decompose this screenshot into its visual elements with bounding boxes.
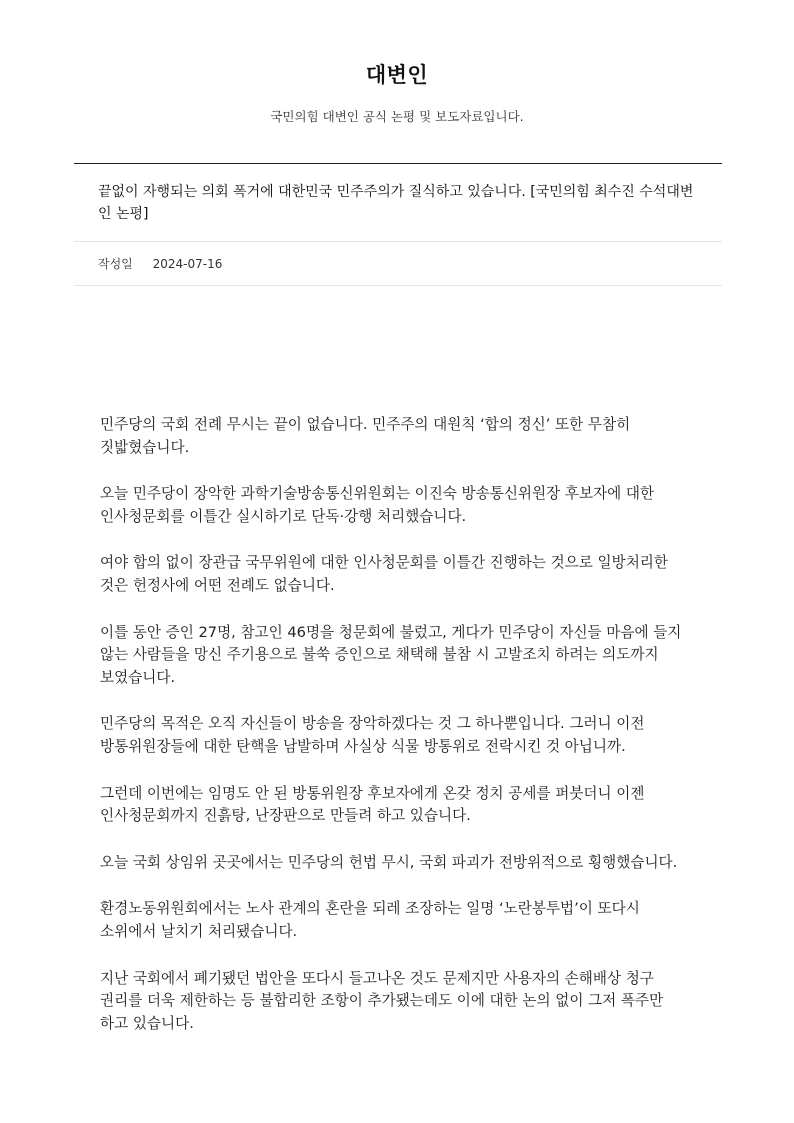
article-meta (74, 242, 722, 285)
site-title: 대변인 (365, 63, 429, 87)
site-header (0, 0, 794, 127)
body-paragraph: 그런데 이번에는 임명도 안 된 방통위원장 후보자에게 온갖 정치 공세를 퍼붓더니 이젠 인사청문회까지 진흙탕, 난장판으로 만들려 하고 있습니다. (100, 784, 645, 825)
body-paragraph: 지난 국회에서 폐기됐던 법안을 또다시 들고나온 것도 문제지만 사용자의 손해배상 청구 권리를 더욱 제한하는 등 불합리한 조항이 추가됐는데도 이에 대한 논의 없이 그저 폭주만 하고 있습니다. (100, 969, 664, 1032)
body-paragraph: 민주당의 목적은 오직 자신들이 방송을 장악하겠다는 것 그 하나뿐입니다. 그러니 이전 방통위원장들에 대한 탄핵을 남발하며 사실상 식물 방통위로 전락시킨 것 아닙니까. (100, 715, 645, 755)
date-value: 2024-07-16 (152, 257, 223, 271)
body-paragraph: 이틀 동안 증인 27명, 참고인 46명을 청문회에 불렀고, 게다가 민주당이 자신들 마음에 들지 않는 사람들을 망신 주기용으로 불쑥 증인으로 채택해 불참 시 고발조치 하려는 의도까지 보였습니다. (100, 623, 682, 686)
article-title: 끝없이 자행되는 의회 폭거에 대한민국 민주주의가 질식하고 있습니다. [국민의힘 최수진 수석대변인 논평] (98, 184, 694, 222)
body-paragraph: 오늘 국회 상임위 곳곳에서는 민주당의 헌법 무시, 국회 파괴가 전방위적으로 횡행했습니다. (100, 853, 678, 871)
body-paragraph: 여야 합의 없이 장관급 국무위원에 대한 인사청문회를 이틀간 진행하는 것으로 일방처리한 것은 헌정사에 어떤 전례도 없습니다. (100, 554, 669, 594)
date-label: 작성일 (98, 257, 133, 271)
article-body (74, 286, 722, 1035)
body-paragraph: 오늘 민주당이 장악한 과학기술방송통신위원회는 이진숙 방송통신위원장 후보자에 대한 인사청문회를 이틀간 실시하기로 단독·강행 처리했습니다. (100, 485, 655, 525)
body-paragraph: 환경노동위원회에서는 노사 관계의 혼란을 되레 조장하는 일명 ‘노란봉투법’이 또다시 소위에서 날치기 처리됐습니다. (100, 900, 640, 940)
site-description: 국민의힘 대변인 공식 논평 및 보도자료입니다. (270, 109, 524, 124)
article (74, 163, 722, 1059)
body-paragraph: 민주당의 국회 전례 무시는 끝이 없습니다. 민주주의 대원칙 ‘합의 정신’ 또한 무참히 짓밟혔습니다. (100, 416, 631, 456)
